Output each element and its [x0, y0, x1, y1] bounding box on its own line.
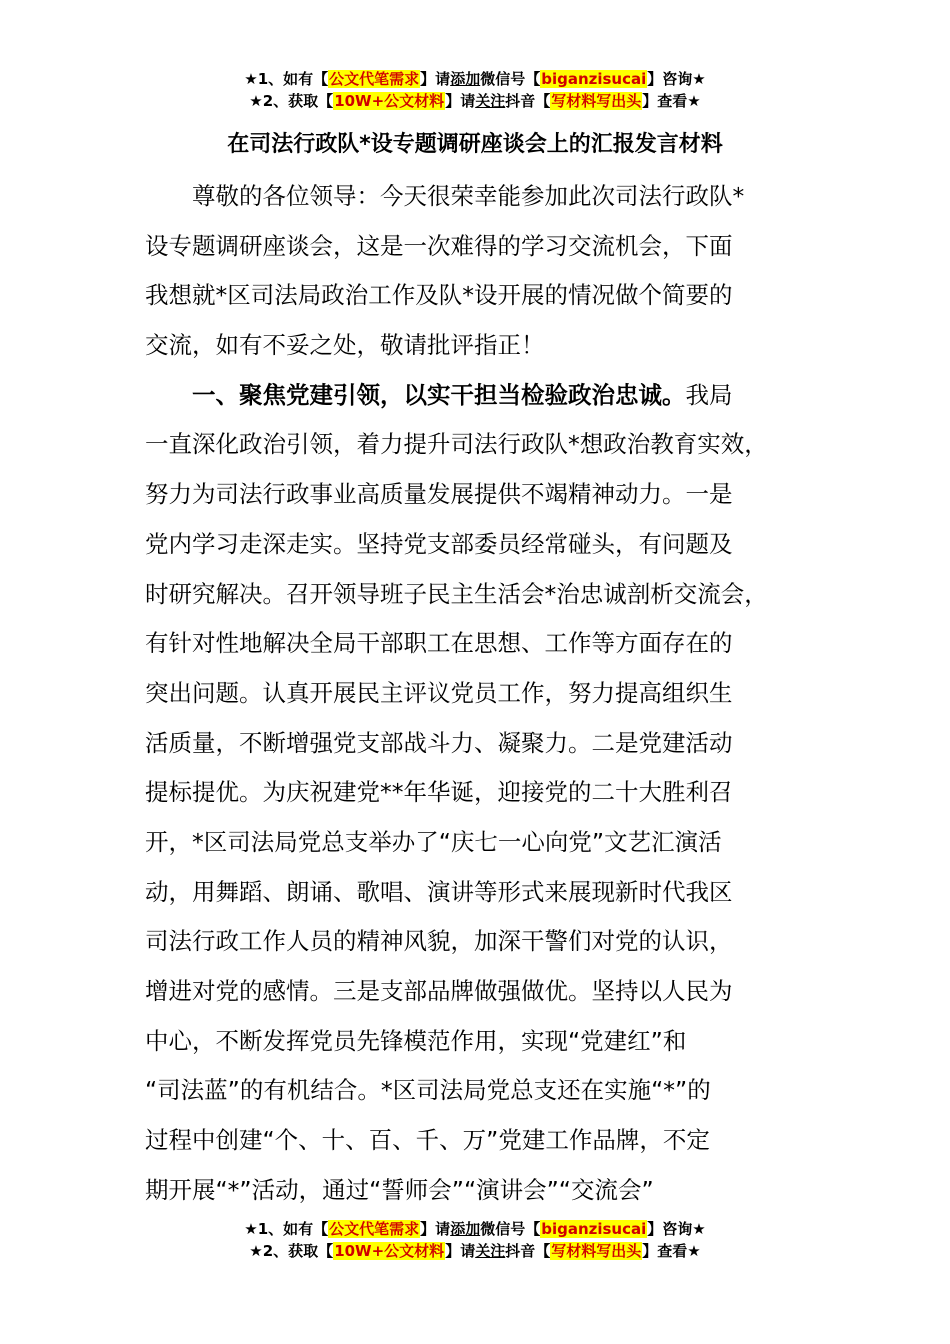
body-line: 党内学习走深走实。坚持党支部委员经常碰头，有问题及: [145, 529, 733, 558]
body-line: 尊敬的各位领导：今天很荣幸能参加此次司法行政队*: [192, 182, 745, 210]
body-line: 活质量，不断增强党支部战斗力、凝聚力。二是党建活动: [145, 728, 733, 757]
body-line: 突出问题。认真开展民主评议党员工作，努力提高组织生: [145, 678, 733, 707]
banner-line-2: ★2、获取【10W+公文材料】请关注抖音【写材料写出头】查看★: [249, 1242, 701, 1260]
body-line: 交流，如有不妥之处，敬请批评指正！: [145, 331, 545, 360]
document-body: [145, 172, 845, 1215]
body-line: 动，用舞蹈、朗诵、歌唱、演讲等形式来展现新时代我区: [145, 877, 733, 906]
highlight-wechat-id: biganzisucai: [541, 70, 647, 88]
body-line: “司法蓝”的有机结合。*区司法局党总支还在实施“*”的: [145, 1076, 711, 1105]
body-line: 增进对党的感情。三是支部品牌做强做优。坚持以人民为: [145, 977, 733, 1005]
footer-banner: [0, 1218, 950, 1262]
body-line: 我想就*区司法局政治工作及队*设开展的情况做个简要的: [145, 281, 733, 310]
body-line: 努力为司法行政事业高质量发展提供不竭精神动力。一是: [145, 480, 733, 509]
highlight-douyin: 写材料写出头: [551, 1242, 642, 1260]
body-line: 开，*区司法局党总支举办了“庆七一心向党”文艺汇演活: [145, 827, 722, 856]
body-line: 司法行政工作人员的精神风貌，加深干警们对党的认识，: [145, 927, 733, 956]
highlight-wechat-id: biganzisucai: [541, 1220, 647, 1238]
body-line: 过程中创建“个、十、百、千、万”党建工作品牌，不定: [145, 1126, 710, 1155]
body-line: 时研究解决。召开领导班子民主生活会*治忠诚剖析交流会，: [145, 579, 768, 608]
highlight-douyin: 写材料写出头: [551, 92, 642, 110]
banner-line-1: ★1、如有【公文代笔需求】请添加微信号【biganzisucai】咨询★: [244, 1220, 706, 1238]
highlight-materials: 10W+公文材料: [334, 1242, 445, 1260]
banner-line-1: ★1、如有【公文代笔需求】请添加微信号【biganzisucai】咨询★: [244, 70, 706, 88]
body-line: 有针对性地解决全局干部职工在思想、工作等方面存在的: [145, 629, 733, 658]
banner-line-2: ★2、获取【10W+公文材料】请关注抖音【写材料写出头】查看★: [249, 92, 701, 110]
highlight-materials: 10W+公文材料: [334, 92, 445, 110]
body-line: 中心，不断发挥党员先锋模范作用，实现“党建红”和: [145, 1026, 687, 1055]
header-banner: [0, 68, 950, 112]
section-heading-line: 一、聚焦党建引领，以实干担当检验政治忠诚。我局: [192, 380, 733, 409]
body-line: 一直深化政治引领，着力提升司法行政队*想政治教育实效，: [145, 430, 768, 459]
highlight-service: 公文代笔需求: [329, 1220, 420, 1238]
body-line: 期开展“*”活动，通过“誓师会”“演讲会”“交流会”: [145, 1175, 654, 1204]
document-title: 在司法行政队*设专题调研座谈会上的汇报发言材料: [227, 132, 723, 157]
body-line: 提标提优。为庆祝建党**年华诞，迎接党的二十大胜利召: [145, 778, 733, 807]
section-heading: 一、聚焦党建引领，以实干担当检验政治忠诚。: [192, 380, 686, 409]
highlight-service: 公文代笔需求: [329, 70, 420, 88]
body-line: 设专题调研座谈会，这是一次难得的学习交流机会，下面: [145, 231, 733, 260]
